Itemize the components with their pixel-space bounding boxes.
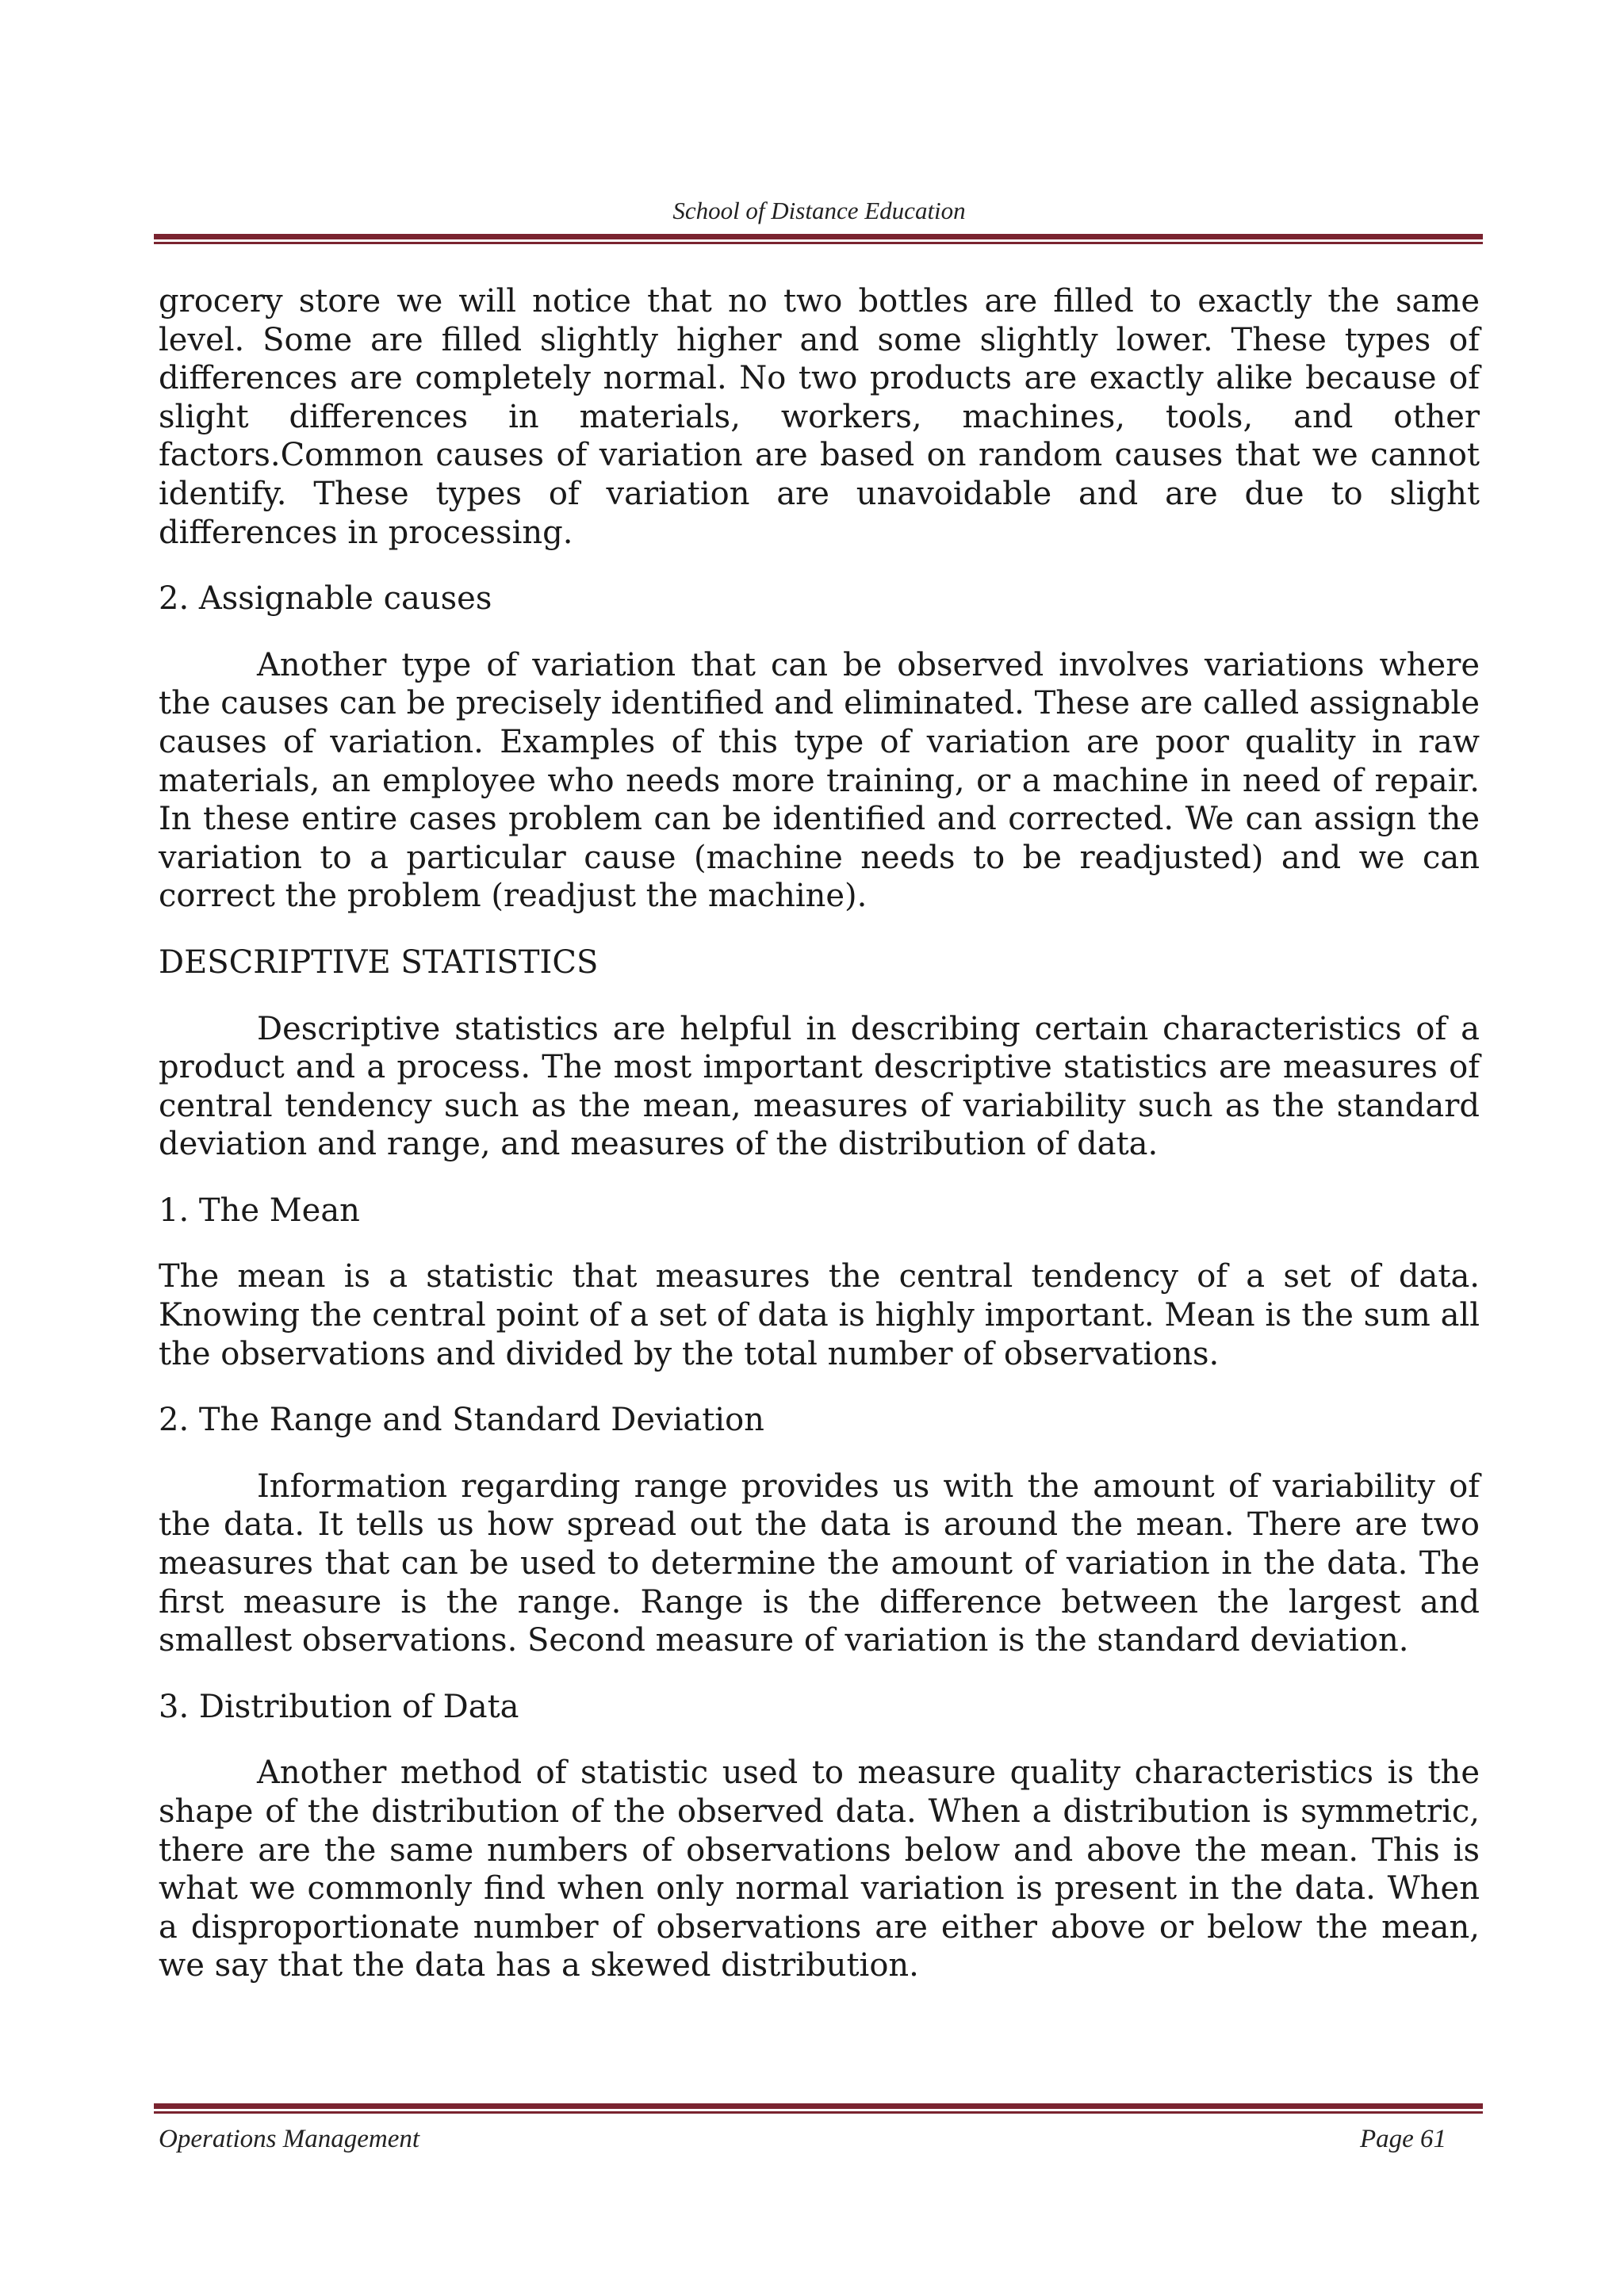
heading-range-standard-deviation: 2. The Range and Standard Deviation	[159, 1402, 764, 1439]
footer-page-number: Page 61	[1359, 2125, 1446, 2153]
footer-course-title: Operations Management	[159, 2125, 420, 2153]
paragraph-range-standard-deviation: Information regarding range provides us with the amount of variability of the data. It tells us how spread out the data is around the mean. There are two measures that can be used to determine the amount of variation in the data. The first measure is the range. Range is the difference between the largest and smallest observations. Second measure of variation is the standard deviation.	[159, 1468, 1480, 1659]
heading-the-mean: 1. The Mean	[159, 1192, 360, 1229]
header-rule-thin	[154, 242, 1483, 244]
header-rule	[154, 234, 1483, 239]
paragraph-descriptive-statistics: Descriptive statistics are helpful in describing certain characteristics of a product and a process. The most important descriptive statistics are measures of central tendency such as the mean, measures of variability such as the standard deviation and range, and measures of the distribution of data.	[159, 1010, 1480, 1163]
heading-assignable-causes: 2. Assignable causes	[159, 580, 492, 618]
paragraph-common-causes-continued: grocery store we will notice that no two bottles are filled to exactly the same level. Some are filled slightly higher and some slightly lower. These types of differences are completely normal. No two products are exactly alike because of slight differences in materials, workers, machines, tools, and other factors.Common causes of variation are based on random causes that we cannot identify. These types of variation are unavoidable and are due to slight differences in processing.	[159, 283, 1480, 551]
heading-distribution-of-data: 3. Distribution of Data	[159, 1688, 519, 1725]
paragraph-assignable-causes: Another type of variation that can be observed involves variations where the causes can be precisely identified and eliminated. These are called assignable causes of variation. Examples of this type of variation are poor quality in raw materials, an employee who needs more training, or a machine in need of repair. In these entire cases problem can be identified and corrected. We can assign the variation to a particular cause (machine needs to be readjusted) and we can correct the problem (readjust the machine).	[159, 646, 1480, 915]
page-body	[159, 282, 1480, 2013]
footer-rule	[154, 2103, 1483, 2109]
page-header-title: School of Distance Education	[672, 197, 966, 224]
footer-rule-thin	[154, 2111, 1483, 2114]
paragraph-distribution-of-data: Another method of statistic used to measure quality characteristics is the shape of the distribution of the observed data. When a distribution is symmetric, there are the same numbers of observations below and above the mean. This is what we commonly find when only normal variation is present in the data. When a disproportionate number of observations are either above or below the mean, we say that the data has a skewed distribution.	[159, 1755, 1480, 1984]
heading-descriptive-statistics: DESCRIPTIVE STATISTICS	[159, 943, 599, 981]
paragraph-the-mean: The mean is a statistic that measures the central tendency of a set of data. Knowing the central point of a set of data is highly important. Mean is the sum all the observations and divided by the total number of observations.	[159, 1258, 1480, 1372]
